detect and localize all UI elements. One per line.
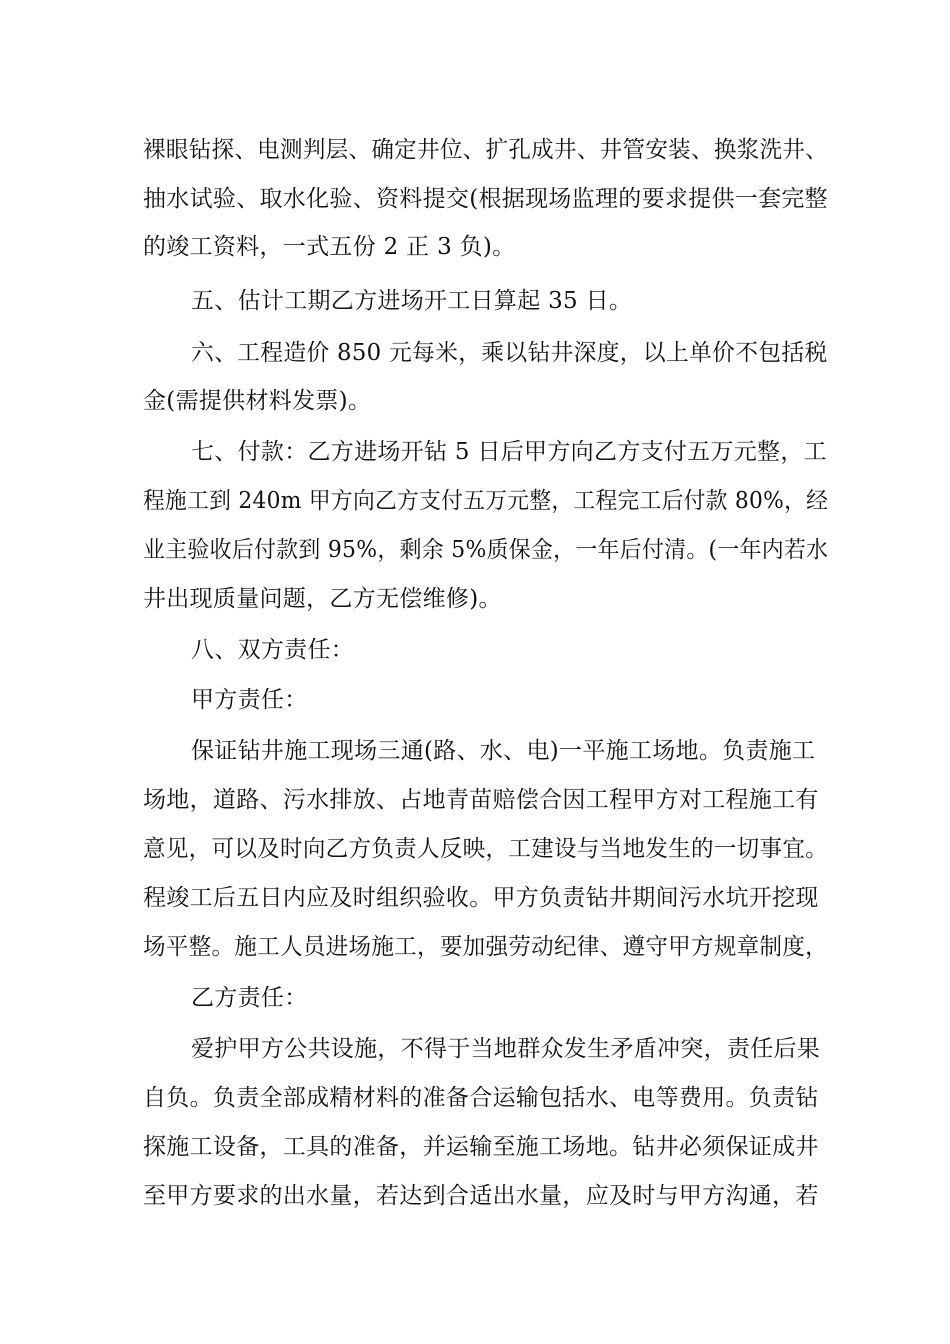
- text-line: 乙方责任：: [191, 985, 308, 1011]
- text-line: 六、工程造价 850 元每米，乘以钻井深度，以上单价不包括税: [191, 340, 828, 366]
- text-line: 七、付款：乙方进场开钻 5 日后甲方向乙方支付五万元整，工: [191, 439, 827, 465]
- text-line: 裸眼钻探、电测判层、确定井位、扩孔成井、井管安装、换浆洗井、: [143, 137, 829, 163]
- text-line: 爱护甲方公共设施，不得于当地群众发生矛盾冲突，责任后果: [191, 1036, 821, 1062]
- text-line: 场地，道路、污水排放、占地青苗赔偿合因工程甲方对工程施工有: [143, 787, 819, 813]
- text-line: 抽水试验、取水化验、资料提交(根据现场监理的要求提供一套完整: [143, 186, 828, 212]
- text-line: 保证钻井施工现场三通(路、水、电)一平施工场地。负责施工: [191, 738, 816, 764]
- text-line: 程施工到 240m 甲方向乙方支付五万元整，工程完工后付款 80%，经: [143, 488, 829, 514]
- text-line: 场平整。施工人员进场施工，要加强劳动纪律、遵守甲方规章制度，: [143, 934, 829, 960]
- text-line: 五、估计工期乙方进场开工日算起 35 日。: [191, 288, 633, 314]
- text-line: 的竣工资料，一式五份 2 正 3 负)。: [143, 234, 516, 260]
- text-line: 金(需提供材料发票)。: [143, 388, 372, 414]
- text-line: 八、双方责任：: [191, 637, 355, 663]
- text-line: 意见，可以及时向乙方负责人反映，工建设与当地发生的一切事宜。: [143, 836, 829, 862]
- text-line: 甲方责任：: [191, 687, 308, 713]
- text-line: 至甲方要求的出水量，若达到合适出水量，应及时与甲方沟通，若: [143, 1183, 819, 1209]
- text-line: 自负。负责全部成精材料的准备合运输包括水、电等费用。负责钻: [143, 1085, 819, 1111]
- text-line: 程竣工后五日内应及时组织验收。甲方负责钻井期间污水坑开挖现: [143, 885, 819, 911]
- text-line: 业主验收后付款到 95%，剩余 5%质保金，一年后付清。(一年内若水: [143, 537, 829, 563]
- text-line: 井出现质量问题，乙方无偿维修)。: [143, 586, 502, 612]
- text-line: 探施工设备，工具的准备，并运输至施工场地。钻井必须保证成井: [143, 1134, 819, 1160]
